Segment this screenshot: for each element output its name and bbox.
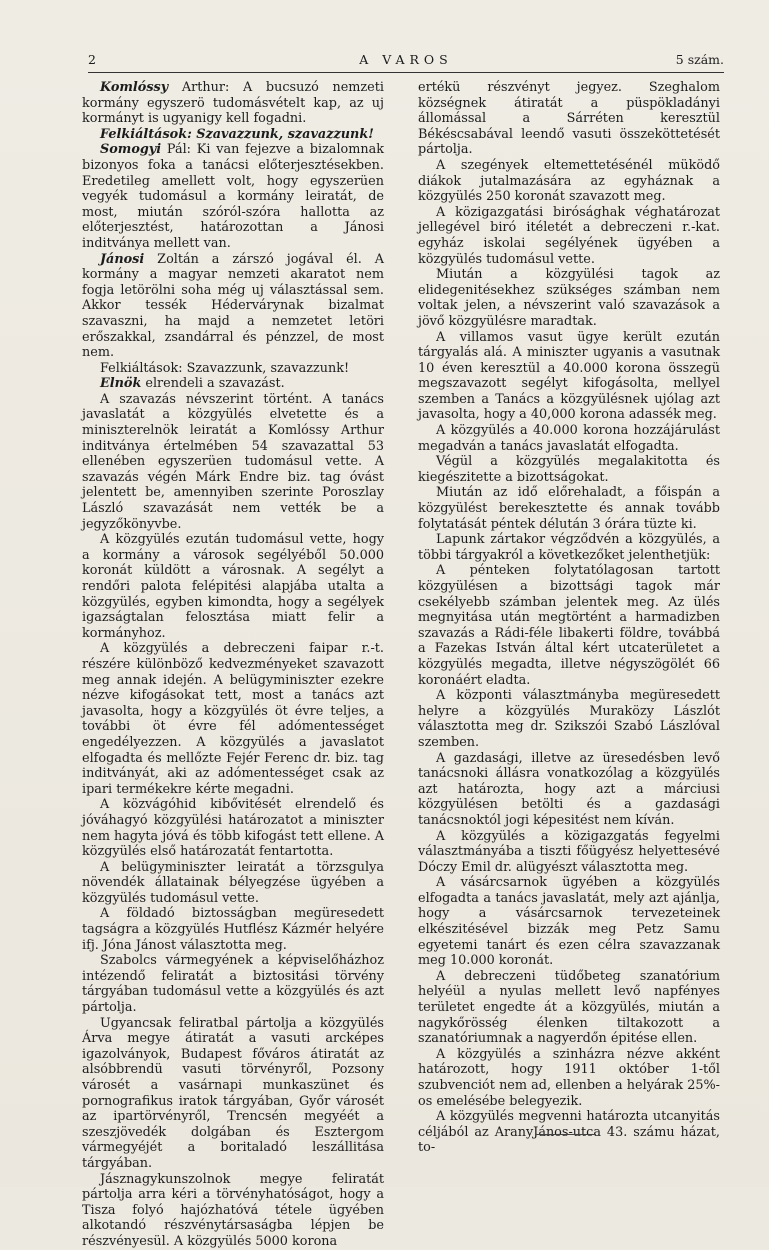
article-paragraph	[418, 205, 720, 267]
paragraph-text: Miután az idő előrehaladt, a főispán a közgyülést berekesztette és annak tovább folytatását péntek délután 3 órára tüzte ki.	[418, 485, 720, 532]
article-paragraph	[82, 797, 384, 859]
article-paragraph	[82, 906, 384, 953]
paragraph-text: A szavazás névszerint történt. A tanács javaslatát a közgyülés elvetette és a miniszterelnök leiratát a Komlóssy Arthur inditványa értelmében 54 szavazattal 53 ellenében egyszerüen tudomásul vette. A szavazás végén Márk Endre biz. tag óvást jelentett be, amennyiben szerinte Poroszlay László szavazását nem vették be a jegyzőkönyvbe.	[82, 391, 384, 532]
article-paragraph	[418, 563, 720, 688]
paragraph-text: A központi választmányba megüresedett helyre a közgyülés Muraközy Lászlót választotta meg dr. Szikszói Szabó Lászlóval szemben.	[418, 688, 720, 750]
paragraph-text: A gazdasági, illetve az üresedésben levő tanácsnoki állásra vonatkozólag a közgyülés azt határozta, hogy azt a márciusi közgyülésen betölti és a gazdasági tanácsnoktól jogi képesitést nem kíván.	[418, 750, 720, 828]
article-paragraph	[82, 953, 384, 1015]
paragraph-text: A villamos vasut ügye került ezután tárgyalás alá. A miniszter ugyanis a vasutnak 10 éven keresztül a 40.000 korona összegü megszavazott segélyt kifogásolta, mellyel szemben a Tanács a közgyülésnek ujólag azt javasolta, hogy a 40,000 korona adassék meg.	[418, 329, 720, 423]
paragraph-text: Felkiáltások: Szavazzunk, szavazzunk!	[100, 360, 350, 376]
article-paragraph	[418, 829, 720, 876]
article-paragraph	[418, 330, 720, 424]
article-paragraph	[82, 1172, 384, 1250]
article-paragraph	[418, 80, 720, 158]
article-paragraph	[82, 361, 384, 377]
paragraph-text: A pénteken folytatólagosan tartott közgyülésen a bizottsági tagok már csekélyebb számban jelentek meg. Az ülés megnyitása után megtörtént a harmadizben szavazás a Rádi-féle libakerti földre, továbbá a Fazekas István által kért utcaterületet a közgyülés megadta, illetve négyszögölét 66 koronáért eladta.	[418, 563, 720, 688]
article-paragraph	[82, 252, 384, 361]
article-paragraph	[418, 532, 720, 563]
article-paragraph	[82, 127, 384, 143]
paragraph-text: A belügyminiszter leiratát a törzsgulya növendék állatainak bélyegzése ügyében a közgyülés tudomásul vette.	[82, 859, 384, 906]
article-paragraph	[82, 860, 384, 907]
paragraph-text: Miután a közgyülési tagok az elidegenitésekhez szükséges számban nem voltak jelen, a névszerint való szavazások a jövő közgyülésre maradtak.	[418, 267, 720, 329]
paragraph-text: Arthur: A bucsuzó nemzeti kormány egyszerö tudomásvételt kap, az uj kormányt is ugyanigy kell fogadni.	[82, 80, 384, 127]
paragraph-text: A vásárcsarnok ügyében a közgyülés elfogadta a tanács javaslatát, mely azt ajánlja, hogy a vásárcsarnok tervezeteinek elkészitésével bizzák meg Petz Samu egyetemi tanárt és ezen célra szavazzanak meg 10.000 koronát.	[418, 875, 720, 969]
left-column	[82, 80, 384, 1250]
article-paragraph	[418, 485, 720, 532]
paragraph-text: A közigazgatási birósághak véghatározat jellegével biró itéletét a debreczeni r.-kat. egyház iskolai segélyének ügyében a közgyülés tudomásul vette.	[418, 204, 720, 267]
page-header	[88, 52, 724, 73]
speaker-name: Komlóssy	[100, 80, 169, 95]
paragraph-text: Pál: Ki van fejezve a bizalomnak bizonyos foka a tanácsi előterjesztésekben. Eredetileg amellett volt, hogy egyszerüen vegyék tudomásul a kormány leiratát, de most, miután szóról-szóra hallotta az előterjesztést, határozottan a Jánosi inditványa mellett van.	[82, 142, 384, 251]
article-paragraph	[82, 532, 384, 641]
closing-rule	[536, 1134, 596, 1135]
paragraph-text: A földadó biztosságban megüresedett tagságra a közgyülés Hutflész Kázmér helyére ifj. Jóna Jánost választotta meg.	[82, 906, 384, 953]
speaker-name: Jánosi	[100, 251, 145, 267]
paragraph-text: A közgyülés a debreczeni faipar r.-t. részére különböző kedvezményeket szavazott meg annak idején. A belügyminiszter ezekre nézve kifogásokat tett, most a tanács azt javasolta, hogy a közgyülés öt évre teljes, a további öt évre fél adómentességet engedélyezzen. A közgyülés a javaslatot elfogadta és mellőzte Fejér Ferenc dr. biz. tag inditványát, aki az adómentességet csak az ipari termékekre kérte megadni.	[82, 641, 384, 797]
article-paragraph	[418, 423, 720, 454]
article-paragraph	[418, 1109, 720, 1156]
article-paragraph	[418, 875, 720, 969]
paragraph-text: A közgyülés a közigazgatás fegyelmi választmányába a tiszti főügyész helyettesévé Dóczy Emil dr. alügyészt választotta meg.	[418, 828, 720, 875]
article-paragraph	[82, 80, 384, 127]
paragraph-text: ertékü részvényt jegyez. Szeghalom községnek átiratát a püspökladányi állomással a Sárréten keresztül Békéscsabával leendő vasuti összeköttetését pártolja.	[418, 80, 720, 158]
speaker-name: Elnök	[100, 376, 142, 392]
article-paragraph	[82, 142, 384, 251]
issue-number: 5 szám.	[675, 52, 724, 67]
article-paragraph	[418, 751, 720, 829]
article-paragraph	[82, 641, 384, 797]
article-paragraph	[418, 158, 720, 205]
speaker-name: Somogyi	[100, 142, 162, 158]
right-column	[418, 80, 720, 1156]
paragraph-text: A debreczeni tüdőbeteg szanatórium helyéül a nyulas mellett levő napfényes területet engedte át a közgyülés, miután a nagykőrösség élenken tiltakozott a szanatóriumnak a nagyerdőn épitése ellen.	[418, 968, 720, 1047]
paragraph-text: A szegények eltemettetésénél müködő diákok jutalmazására az egyháznak a közgyülés 250 koronát szavazott meg.	[418, 157, 720, 205]
paragraph-text: A közgyülés megvenni határozta utcanyitás céljából az AranyJános-utca 43. számu házat, to-	[418, 1109, 720, 1156]
paragraph-text: A közgyülés a szinházra nézve akként határozott, hogy 1911 október 1-től szubvenciót nem ad, ellenben a helyárak 25%-os emelésébe belegyezik.	[418, 1046, 720, 1109]
page-number: 2	[88, 52, 96, 67]
speaker-name: Felkiáltások: Szavazzunk, szavazzunk!	[100, 126, 374, 142]
newspaper-title: A VAROS	[359, 52, 453, 67]
paragraph-text: Jásznagykunszolnok megye feliratát pártolja arra kéri a törvényhatóságot, hogy a Tisza folyó hajózhatóvá tétele ügyében alkotandó részvénytársaságba lépjen be részvényesül. A közgyülés 5000 korona	[82, 1171, 384, 1249]
paragraph-text: A közgyülés ezután tudomásul vette, hogy a kormány a városok segélyéből 50.000 koronát küldött a városnak. A segélyt a rendőri palota felépitési alapjába utalta a közgyülés, egyben kimondta, hogy a segélyek igazságtalan felosztása miatt felir a kormányhoz.	[82, 532, 384, 641]
article-paragraph	[418, 454, 720, 485]
paragraph-text: Zoltán a zárszó jogával él. A kormány a magyar nemzeti akaratot nem fogja letörölni soha még uj választással sem. Akkor tessék Hédervárynak bizalmat szavaszni, ha majd a nemzetet letöri erőszakkal, zsandárral és pénzzel, de most nem.	[82, 251, 384, 361]
paragraph-text: A közvágóhid kibővitését elrendelő és jóváhagyó közgyülési határozatot a miniszter nem hagyta jóvá és több kifogást tett ellene. A közgyülés első határozatát fentartotta.	[82, 797, 384, 860]
paragraph-text: Szabolcs vármegyének a képviselőházhoz intézendő feliratát a biztositási törvény tárgyában tudomásul vette a közgyülés és azt pártolja.	[82, 953, 384, 1016]
article-paragraph	[82, 392, 384, 532]
article-paragraph	[82, 376, 384, 392]
paragraph-text: Lapunk zártakor végződvén a közgyülés, a többi tárgyakról a következőket jelenthetjük:	[418, 532, 720, 563]
paragraph-text: Ugyancsak feliratbal pártolja a közgyülés Árva megye átiratát a vasuti arcképes igazolványok, Budapest főváros átiratát az alsóbbrendü vasuti törvényről, Pozsony városét a vasárnapi munkaszünet és pornografikus iratok tárgyában, Győr városét az ipartörvényről, Trencsén megyéét a szeszjövedék dolgában és Esztergom vármegyéjét a boritaladó leszállitása tárgyában.	[82, 1015, 384, 1171]
article-paragraph	[418, 1047, 720, 1109]
paragraph-text: elrendeli a szavazást.	[141, 376, 285, 392]
article-paragraph	[82, 1016, 384, 1172]
article-paragraph	[418, 969, 720, 1047]
article-paragraph	[418, 688, 720, 750]
article-paragraph	[418, 267, 720, 329]
paragraph-text: Végül a közgyülés megalakitotta és kiegészitette a bizottságokat.	[418, 454, 720, 485]
paragraph-text: A közgyülés a 40.000 korona hozzájárulást megadván a tanács javaslatát elfogadta.	[418, 423, 720, 454]
